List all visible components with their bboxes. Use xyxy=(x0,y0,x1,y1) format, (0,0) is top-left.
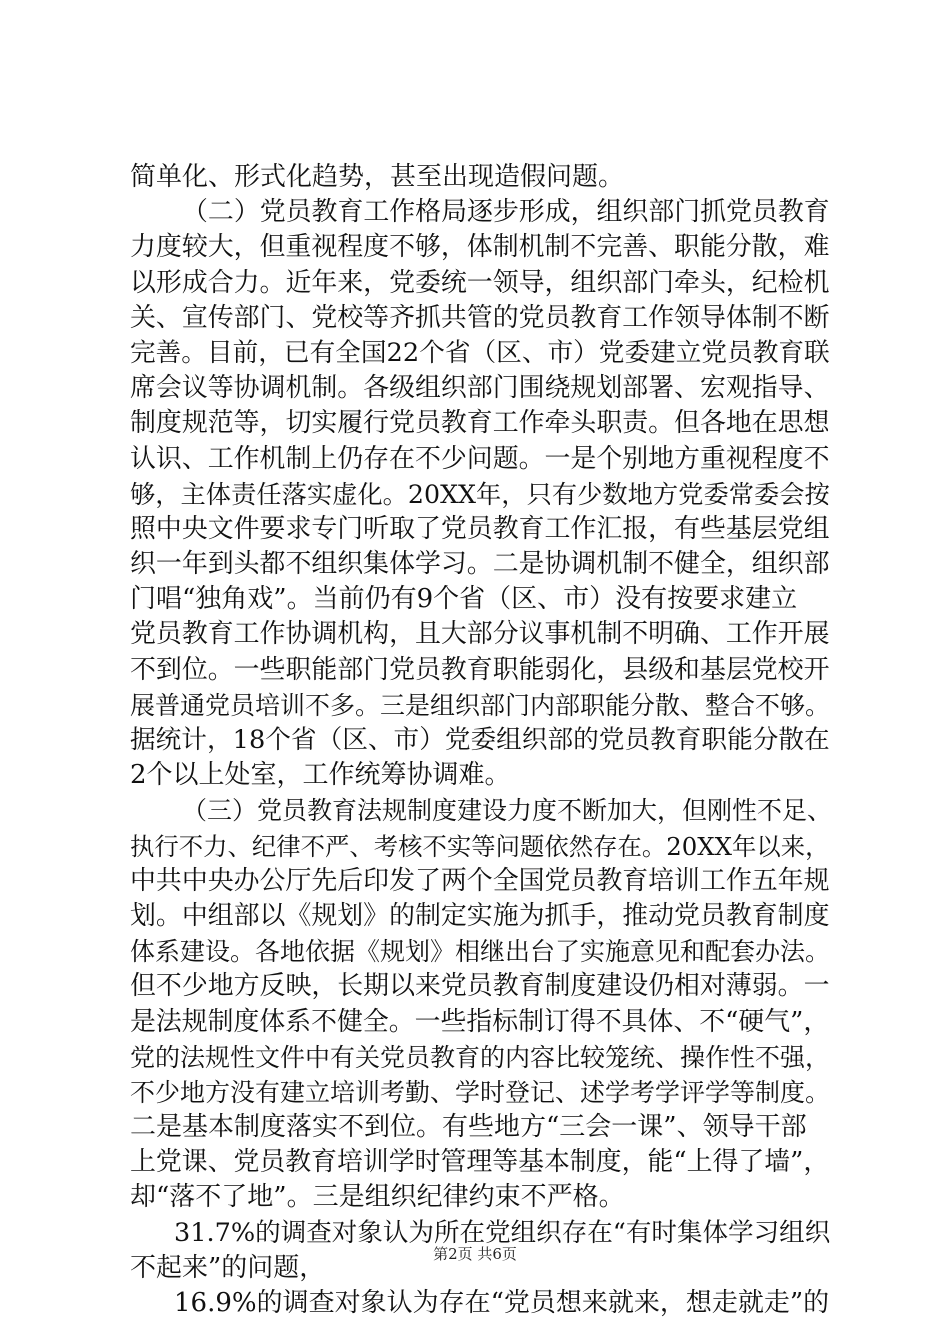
paragraph-heading-3: （三）党员教育法规制度建设力度不断加大，但刚性不足、 xyxy=(182,796,833,826)
text-line: 二是基本制度落实不到位。有些地方“三会一课”、领导干部 xyxy=(130,1112,807,1143)
text-line: 关、宣传部门、党校等齐抓共管的党员教育工作领导体制不断 xyxy=(130,302,830,333)
text-line: 据统计，18个省（区、市）党委组织部的党员教育职能分散在 xyxy=(130,725,830,755)
text-line: 以形成合力。近年来，党委统一领导，组织部门牵头，纪检机 xyxy=(130,267,830,298)
text-line: 制度规范等，切实履行党员教育工作牵头职责。但各地在思想 xyxy=(130,408,830,439)
text-line: 够，主体责任落实虚化。20XX年，只有少数地方党委常委会按 xyxy=(130,479,830,509)
text-line: 力度较大，但重视程度不够，体制机制不完善、职能分散，难 xyxy=(130,232,830,263)
text-line: 党的法规性文件中有关党员教育的内容比较笼统、操作性不强， xyxy=(130,1042,831,1072)
text-line: 席会议等协调机制。各级组织部门围绕规划部署、宏观指导、 xyxy=(130,373,830,404)
text-line: 完善。目前，已有全国22个省（区、市）党委建立党员教育联 xyxy=(130,337,830,368)
text-line: 展普通党员培训不多。三是组织部门内部职能分散、整合不够。 xyxy=(130,690,831,720)
paragraph-heading-2: （二）党员教育工作格局逐步形成，组织部门抓党员教育 xyxy=(182,197,830,228)
text-line: 但不少地方反映，长期以来党员教育制度建设仍相对薄弱。一 xyxy=(130,971,830,1002)
text-line: 上党课、党员教育培训学时管理等基本制度，能“上得了墙”， xyxy=(130,1147,830,1178)
text-line: 照中央文件要求专门听取了党员教育工作汇报，有些基层党组 xyxy=(130,513,830,544)
text-line: 执行不力、纪律不严、考核不实等问题依然存在。20XX年以来， xyxy=(130,831,830,861)
text-line: 却“落不了地”。三是组织纪律约束不严格。 xyxy=(130,1182,625,1213)
text-line: 中共中央办公厅先后印发了两个全国党员教育培训工作五年规 xyxy=(130,865,830,896)
text-line: 2个以上处室，工作统筹协调难。 xyxy=(130,760,511,791)
page-number-footer: 第2页 共6页 xyxy=(433,1245,517,1263)
text-line: 是法规制度体系不健全。一些指标制订得不具体、不“硬气”， xyxy=(130,1006,830,1037)
text-line: 党员教育工作协调机构，且大部分议事机制不明确、工作开展 xyxy=(130,619,830,650)
text-line: 体系建设。各地依据《规划》相继出台了实施意见和配套办法。 xyxy=(130,937,831,967)
text-line: 织一年到头都不组织集体学习。二是协调机制不健全，组织部 xyxy=(130,549,830,580)
text-line: 不起来”的问题， xyxy=(130,1252,326,1283)
statistic-paragraph: 31.7%的调查对象认为所在党组织存在“有时集体学习组织 xyxy=(174,1217,831,1248)
text-line: 门唱“独角戏”。当前仍有9个省（区、市）没有按要求建立 xyxy=(130,584,798,615)
text-line: 认识、工作机制上仍存在不少问题。一是个别地方重视程度不 xyxy=(130,443,830,474)
document-body xyxy=(130,160,833,1321)
text-line: 简单化、形式化趋势，甚至出现造假问题。 xyxy=(130,162,625,192)
statistic-paragraph: 16.9%的调查对象认为存在“党员想来就来，想走就走”的 xyxy=(174,1288,830,1318)
text-line: 不少地方没有建立培训考勤、学时登记、述学考学评学等制度。 xyxy=(130,1077,831,1107)
text-line: 不到位。一些职能部门党员教育职能弱化，县级和基层党校开 xyxy=(130,654,830,685)
text-line: 划。中组部以《规划》的制定实施为抓手，推动党员教育制度 xyxy=(130,900,830,931)
